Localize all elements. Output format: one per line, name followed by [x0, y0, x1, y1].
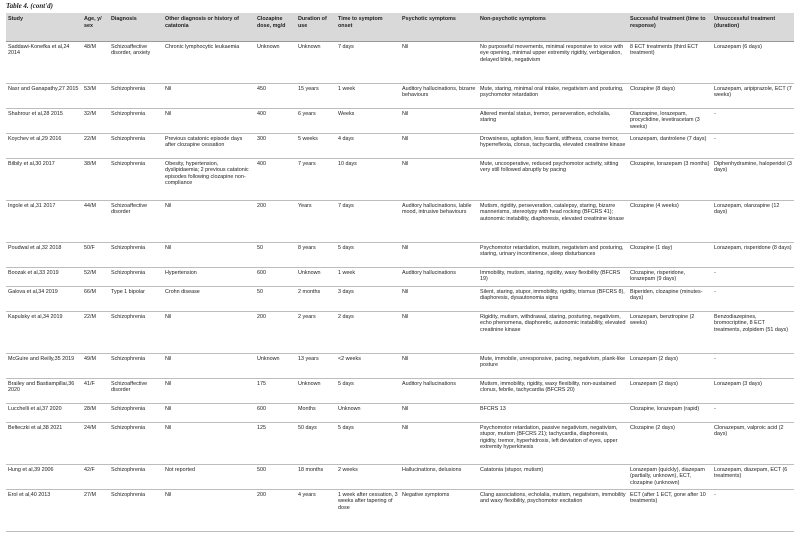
- table-cell: -: [712, 354, 794, 379]
- table-cell: 300: [255, 134, 296, 159]
- table-cell: McGuire and Reilly,35 2019: [6, 354, 82, 379]
- table-cell: Schizophrenia: [109, 312, 163, 354]
- table-cell: Lorazepam (3 days): [712, 379, 794, 404]
- table-cell: 27/M: [82, 490, 109, 532]
- table-cell: 4 years: [296, 490, 336, 532]
- table-cell: Nil: [163, 404, 255, 423]
- table-cell: Nil: [400, 42, 478, 84]
- table-cell: Schizoaffective disorder: [109, 201, 163, 243]
- table-cell: Mute, uncooperative, reduced psychomotor activity, sitting very still followed abruptly by pacing: [478, 159, 628, 201]
- table-cell: Schizophrenia: [109, 243, 163, 268]
- column-header: Age, y/ sex: [82, 13, 109, 42]
- table-cell: 52/M: [82, 268, 109, 287]
- table-row: [6, 159, 794, 201]
- table-cell: Schizophrenia: [109, 134, 163, 159]
- table-cell: 200: [255, 490, 296, 532]
- table-cell: 1 week: [336, 268, 400, 287]
- column-header: Psychotic symptoms: [400, 13, 478, 42]
- table-cell: Nil: [400, 404, 478, 423]
- table-cell: Benzodiazepines, bromocriptine, 8 ECT treatments, zolpidem (51 days): [712, 312, 794, 354]
- table-cell: Schizophrenia: [109, 354, 163, 379]
- column-header: Clozapine dose, mg/d: [255, 13, 296, 42]
- table-cell: 28/M: [82, 404, 109, 423]
- header-row: [6, 13, 794, 42]
- table-cell: Biperiden, clozapine (minutes-days): [628, 287, 712, 312]
- table-cell: Clang associations, echolalia, mutism, negativism, immobility and waxy flexibility, psychomotor excitation: [478, 490, 628, 532]
- table-cell: 600: [255, 404, 296, 423]
- table-cell: Ingole et al,31 2017: [6, 201, 82, 243]
- table-row: [6, 379, 794, 404]
- table-cell: 18 months: [296, 465, 336, 490]
- table-cell: 2 years: [296, 312, 336, 354]
- table-caption: Table 4. (cont'd): [6, 2, 53, 10]
- table-cell: 400: [255, 109, 296, 134]
- table-cell: Unknown: [255, 42, 296, 84]
- table-cell: -: [712, 490, 794, 532]
- table-cell: 22/M: [82, 134, 109, 159]
- table-cell: 50: [255, 287, 296, 312]
- table-cell: Clonazepam, valproic acid (2 days): [712, 423, 794, 465]
- table-cell: 41/F: [82, 379, 109, 404]
- table-cell: Silent, staring, stupor, immobility, rigidity, trismus (BFCRS 8), diaphoresis, dysautonomia signs: [478, 287, 628, 312]
- table-cell: -: [712, 109, 794, 134]
- table-cell: Rigidity, mutism, withdrawal, staring, posturing, negativism, echo phenomena, diaphoretic, autonomic instability, elevated creatinine kinase: [478, 312, 628, 354]
- table-cell: 5 days: [336, 423, 400, 465]
- table-cell: 400: [255, 159, 296, 201]
- table-row: [6, 134, 794, 159]
- table-cell: Nil: [400, 243, 478, 268]
- table-cell: Type 1 bipolar: [109, 287, 163, 312]
- table-cell: Nil: [163, 243, 255, 268]
- column-header: Time to symptom onset: [336, 13, 400, 42]
- table-cell: 200: [255, 312, 296, 354]
- table-cell: Diphenhydramine, haloperidol (3 days): [712, 159, 794, 201]
- column-header: Other diagnosis or history of catatonia: [163, 13, 255, 42]
- table-cell: Nasr and Ganapathy,27 2015: [6, 84, 82, 109]
- table-cell: Months: [296, 404, 336, 423]
- table-cell: Clozapine, lorazepam (rapid): [628, 404, 712, 423]
- table-row: [6, 490, 794, 532]
- table-cell: ECT (after 1 ECT, gone after 10 treatments): [628, 490, 712, 532]
- table-cell: Clozapine, lorazepam (3 months): [628, 159, 712, 201]
- table-cell: Auditory hallucinations: [400, 268, 478, 287]
- table-cell: 175: [255, 379, 296, 404]
- table-cell: Auditory hallucinations: [400, 379, 478, 404]
- table-cell: Schizophrenia: [109, 84, 163, 109]
- table-cell: 450: [255, 84, 296, 109]
- table-cell: Not reported: [163, 465, 255, 490]
- table-cell: 10 days: [336, 159, 400, 201]
- table-cell: 32/M: [82, 109, 109, 134]
- column-header: Study: [6, 13, 82, 42]
- table-cell: Immobility, mutism, staring, rigidity, waxy flexibility (BFCRS 19): [478, 268, 628, 287]
- table-row: [6, 287, 794, 312]
- table-cell: 24/M: [82, 423, 109, 465]
- table-cell: Galova et al,34 2019: [6, 287, 82, 312]
- table-cell: No purposeful movements, minimal responsive to voice with eye opening, minimal upper extremity rigidity, verbigeration, delayed blink, negativism: [478, 42, 628, 84]
- table-cell: 8 years: [296, 243, 336, 268]
- table-cell: Drowsiness, agitation, less fluent, stiffness, coarse tremor, hyperreflexia, clonus, tachycardia, elevated creatinine kinase: [478, 134, 628, 159]
- table-cell: Auditory hallucinations, labile mood, intrusive behaviours: [400, 201, 478, 243]
- table-cell: Negative symptoms: [400, 490, 478, 532]
- table-cell: 8 ECT treatments (third ECT treatment): [628, 42, 712, 84]
- table-cell: Nil: [163, 201, 255, 243]
- table-cell: Lorazepam (2 days): [628, 379, 712, 404]
- table-cell: Erol et al,40 2013: [6, 490, 82, 532]
- table-cell: Boozak et al,33 2019: [6, 268, 82, 287]
- table-cell: Chronic lymphocytic leukaemia: [163, 42, 255, 84]
- table-cell: 1 week: [336, 84, 400, 109]
- table-cell: Clozapine (1 day): [628, 243, 712, 268]
- table-cell: 42/F: [82, 465, 109, 490]
- table-row: [6, 201, 794, 243]
- table-cell: 48/M: [82, 42, 109, 84]
- table-cell: Schizophrenia: [109, 268, 163, 287]
- table-cell: Lorazepam, risperidone (8 days): [712, 243, 794, 268]
- table-cell: -: [712, 134, 794, 159]
- table-header: [6, 13, 794, 42]
- table-cell: Hung et al,39 2006: [6, 465, 82, 490]
- table-cell: Nil: [163, 354, 255, 379]
- table-cell: 50/F: [82, 243, 109, 268]
- table-cell: 500: [255, 465, 296, 490]
- table-cell: Unknown: [336, 404, 400, 423]
- table-cell: Psychomotor retardation, passive negativism, negativism, stupor, mutism (BFCRS 21); tachycardia, diaphoresis, rigidity, tremor, hyperhidrosis, left deviation of eyes, upper extremity hyperkinesis: [478, 423, 628, 465]
- table-cell: 3 days: [336, 287, 400, 312]
- table-cell: Auditory hallucinations, bizarre behaviours: [400, 84, 478, 109]
- table-cell: Koychev et al,29 2016: [6, 134, 82, 159]
- table-cell: Schizophrenia: [109, 109, 163, 134]
- table-cell: Lorazepam, olanzapine (12 days): [712, 201, 794, 243]
- table-cell: Lorazepam (6 days): [712, 42, 794, 84]
- table-row: [6, 243, 794, 268]
- table-cell: 4 days: [336, 134, 400, 159]
- table-cell: 38/M: [82, 159, 109, 201]
- table-cell: 5 days: [336, 379, 400, 404]
- table-row: [6, 404, 794, 423]
- table-cell: 2 months: [296, 287, 336, 312]
- table-cell: Lorazepam, aripiprazole, ECT (7 weeks): [712, 84, 794, 109]
- table-cell: Belteczki et al,38 2021: [6, 423, 82, 465]
- table-cell: Lorazepam (quickly), diazepam (partially, unknown), ECT, clozapine (unknown): [628, 465, 712, 490]
- table-cell: Nil: [163, 379, 255, 404]
- table-cell: Unknown: [255, 354, 296, 379]
- column-header: Successful treatment (time to response): [628, 13, 712, 42]
- table-cell: 2 weeks: [336, 465, 400, 490]
- table-cell: Lorazepam (2 days): [628, 354, 712, 379]
- table-row: [6, 465, 794, 490]
- table-cell: 49/M: [82, 354, 109, 379]
- table-cell: Nil: [163, 109, 255, 134]
- table-cell: 50 days: [296, 423, 336, 465]
- table-cell: Clozapine (2 days): [628, 423, 712, 465]
- table-cell: 13 years: [296, 354, 336, 379]
- table-cell: Hypertension: [163, 268, 255, 287]
- table-cell: Obesity, hypertension, dyslipidaemia; 2 previous catatonic episodes following clozapine non-compliance: [163, 159, 255, 201]
- table-cell: Bilbily et al,30 2017: [6, 159, 82, 201]
- table-cell: BFCRS 13: [478, 404, 628, 423]
- table-cell: Hallucinations, delusions: [400, 465, 478, 490]
- table-cell: Lucchelli et al,37 2020: [6, 404, 82, 423]
- table-row: [6, 42, 794, 84]
- table-row: [6, 423, 794, 465]
- table-row: [6, 84, 794, 109]
- table-cell: 5 weeks: [296, 134, 336, 159]
- table-cell: Schizoaffective disorder, anxiety: [109, 42, 163, 84]
- table-cell: 7 years: [296, 159, 336, 201]
- table-cell: Shahrour et al,28 2015: [6, 109, 82, 134]
- table-cell: 44/M: [82, 201, 109, 243]
- table-cell: Brailey and Bastiampillai,36 2020: [6, 379, 82, 404]
- table-cell: 7 days: [336, 42, 400, 84]
- table-row: [6, 354, 794, 379]
- table-cell: Unknown: [296, 379, 336, 404]
- table-cell: Clozapine, risperidone, lorazepam (9 days): [628, 268, 712, 287]
- column-header: Duration of use: [296, 13, 336, 42]
- table-cell: -: [712, 404, 794, 423]
- table-cell: Nil: [163, 312, 255, 354]
- table-cell: 5 days: [336, 243, 400, 268]
- table-cell: 50: [255, 243, 296, 268]
- table-cell: <2 weeks: [336, 354, 400, 379]
- table-cell: Psychomotor retardation, mutism, negativism and posturing, staring, urinary incontinence, sleep disturbances: [478, 243, 628, 268]
- table-cell: 1 week after cessation, 3 weeks after tapering of dose: [336, 490, 400, 532]
- table-cell: 600: [255, 268, 296, 287]
- table-cell: 66/M: [82, 287, 109, 312]
- table-cell: Lorazepam, diazepam, ECT (6 treatments): [712, 465, 794, 490]
- table-cell: Weeks: [336, 109, 400, 134]
- table-cell: Saddawi-Konefka et al,24 2014: [6, 42, 82, 84]
- table-cell: 125: [255, 423, 296, 465]
- table-row: [6, 268, 794, 287]
- table-cell: Previous catatonic episode days after clozapine cessation: [163, 134, 255, 159]
- table-cell: Unknown: [296, 268, 336, 287]
- table-body: [6, 42, 794, 532]
- table-cell: Years: [296, 201, 336, 243]
- table-cell: 53/M: [82, 84, 109, 109]
- table-cell: Nil: [400, 312, 478, 354]
- table-cell: Mute, immobile, unresponsive, pacing, negativism, plank-like posture: [478, 354, 628, 379]
- table-cell: Catatonia (stupor, mutism): [478, 465, 628, 490]
- table-cell: Schizophrenia: [109, 159, 163, 201]
- table-cell: Schizophrenia: [109, 465, 163, 490]
- table-cell: Clozapine (4 weeks): [628, 201, 712, 243]
- table-cell: Lorazepam, dantrolene (7 days): [628, 134, 712, 159]
- table-cell: Nil: [400, 109, 478, 134]
- table-cell: 2 days: [336, 312, 400, 354]
- table-cell: Mutism, immobility, rigidity, waxy flexibility, non-sustained clonus, febrile, tachycardia (BFCRS 20): [478, 379, 628, 404]
- table-cell: Schizophrenia: [109, 490, 163, 532]
- table-cell: -: [712, 268, 794, 287]
- table-cell: Schizophrenia: [109, 404, 163, 423]
- table-cell: Crohn disease: [163, 287, 255, 312]
- table-cell: Nil: [400, 354, 478, 379]
- table-cell: 6 years: [296, 109, 336, 134]
- column-header: Diagnosis: [109, 13, 163, 42]
- table-cell: Schizoaffective disorder: [109, 379, 163, 404]
- table-cell: Mute, staring, minimal oral intake, negativism and posturing, psychomotor retardation: [478, 84, 628, 109]
- table-cell: Nil: [400, 287, 478, 312]
- table-row: [6, 109, 794, 134]
- table-row: [6, 312, 794, 354]
- column-header: Unsuccessful treatment (duration): [712, 13, 794, 42]
- table-cell: Mutism, rigidity, perseveration, catalepsy, staring, bizarre mannerisms, stereotypy with head rocking (BFCRS 41); autonomic instability, diaphoresis, elevated creatinine kinase: [478, 201, 628, 243]
- table-cell: 7 days: [336, 201, 400, 243]
- table-cell: -: [712, 287, 794, 312]
- table-cell: Schizophrenia: [109, 423, 163, 465]
- table-cell: Altered mental status, tremor, perseveration, echolalia, staring: [478, 109, 628, 134]
- table-cell: Nil: [400, 423, 478, 465]
- table-cell: Nil: [163, 84, 255, 109]
- table-cell: Nil: [400, 159, 478, 201]
- table-cell: Lorazepam, benztropine (2 weeks): [628, 312, 712, 354]
- table-cell: Unknown: [296, 42, 336, 84]
- table-cell: 200: [255, 201, 296, 243]
- table-cell: Kapulsky et al,34 2019: [6, 312, 82, 354]
- table-cell: Olanzapine, lorazepam, procyclidine, levetiracetam (3 weeks): [628, 109, 712, 134]
- case-table: [6, 13, 794, 532]
- table-cell: Nil: [163, 490, 255, 532]
- table-cell: Nil: [400, 134, 478, 159]
- table-cell: Poudwal et al,32 2018: [6, 243, 82, 268]
- table-cell: Nil: [163, 423, 255, 465]
- table-cell: 22/M: [82, 312, 109, 354]
- column-header: Non-psychotic symptoms: [478, 13, 628, 42]
- table-cell: 15 years: [296, 84, 336, 109]
- table-cell: Clozapine (8 days): [628, 84, 712, 109]
